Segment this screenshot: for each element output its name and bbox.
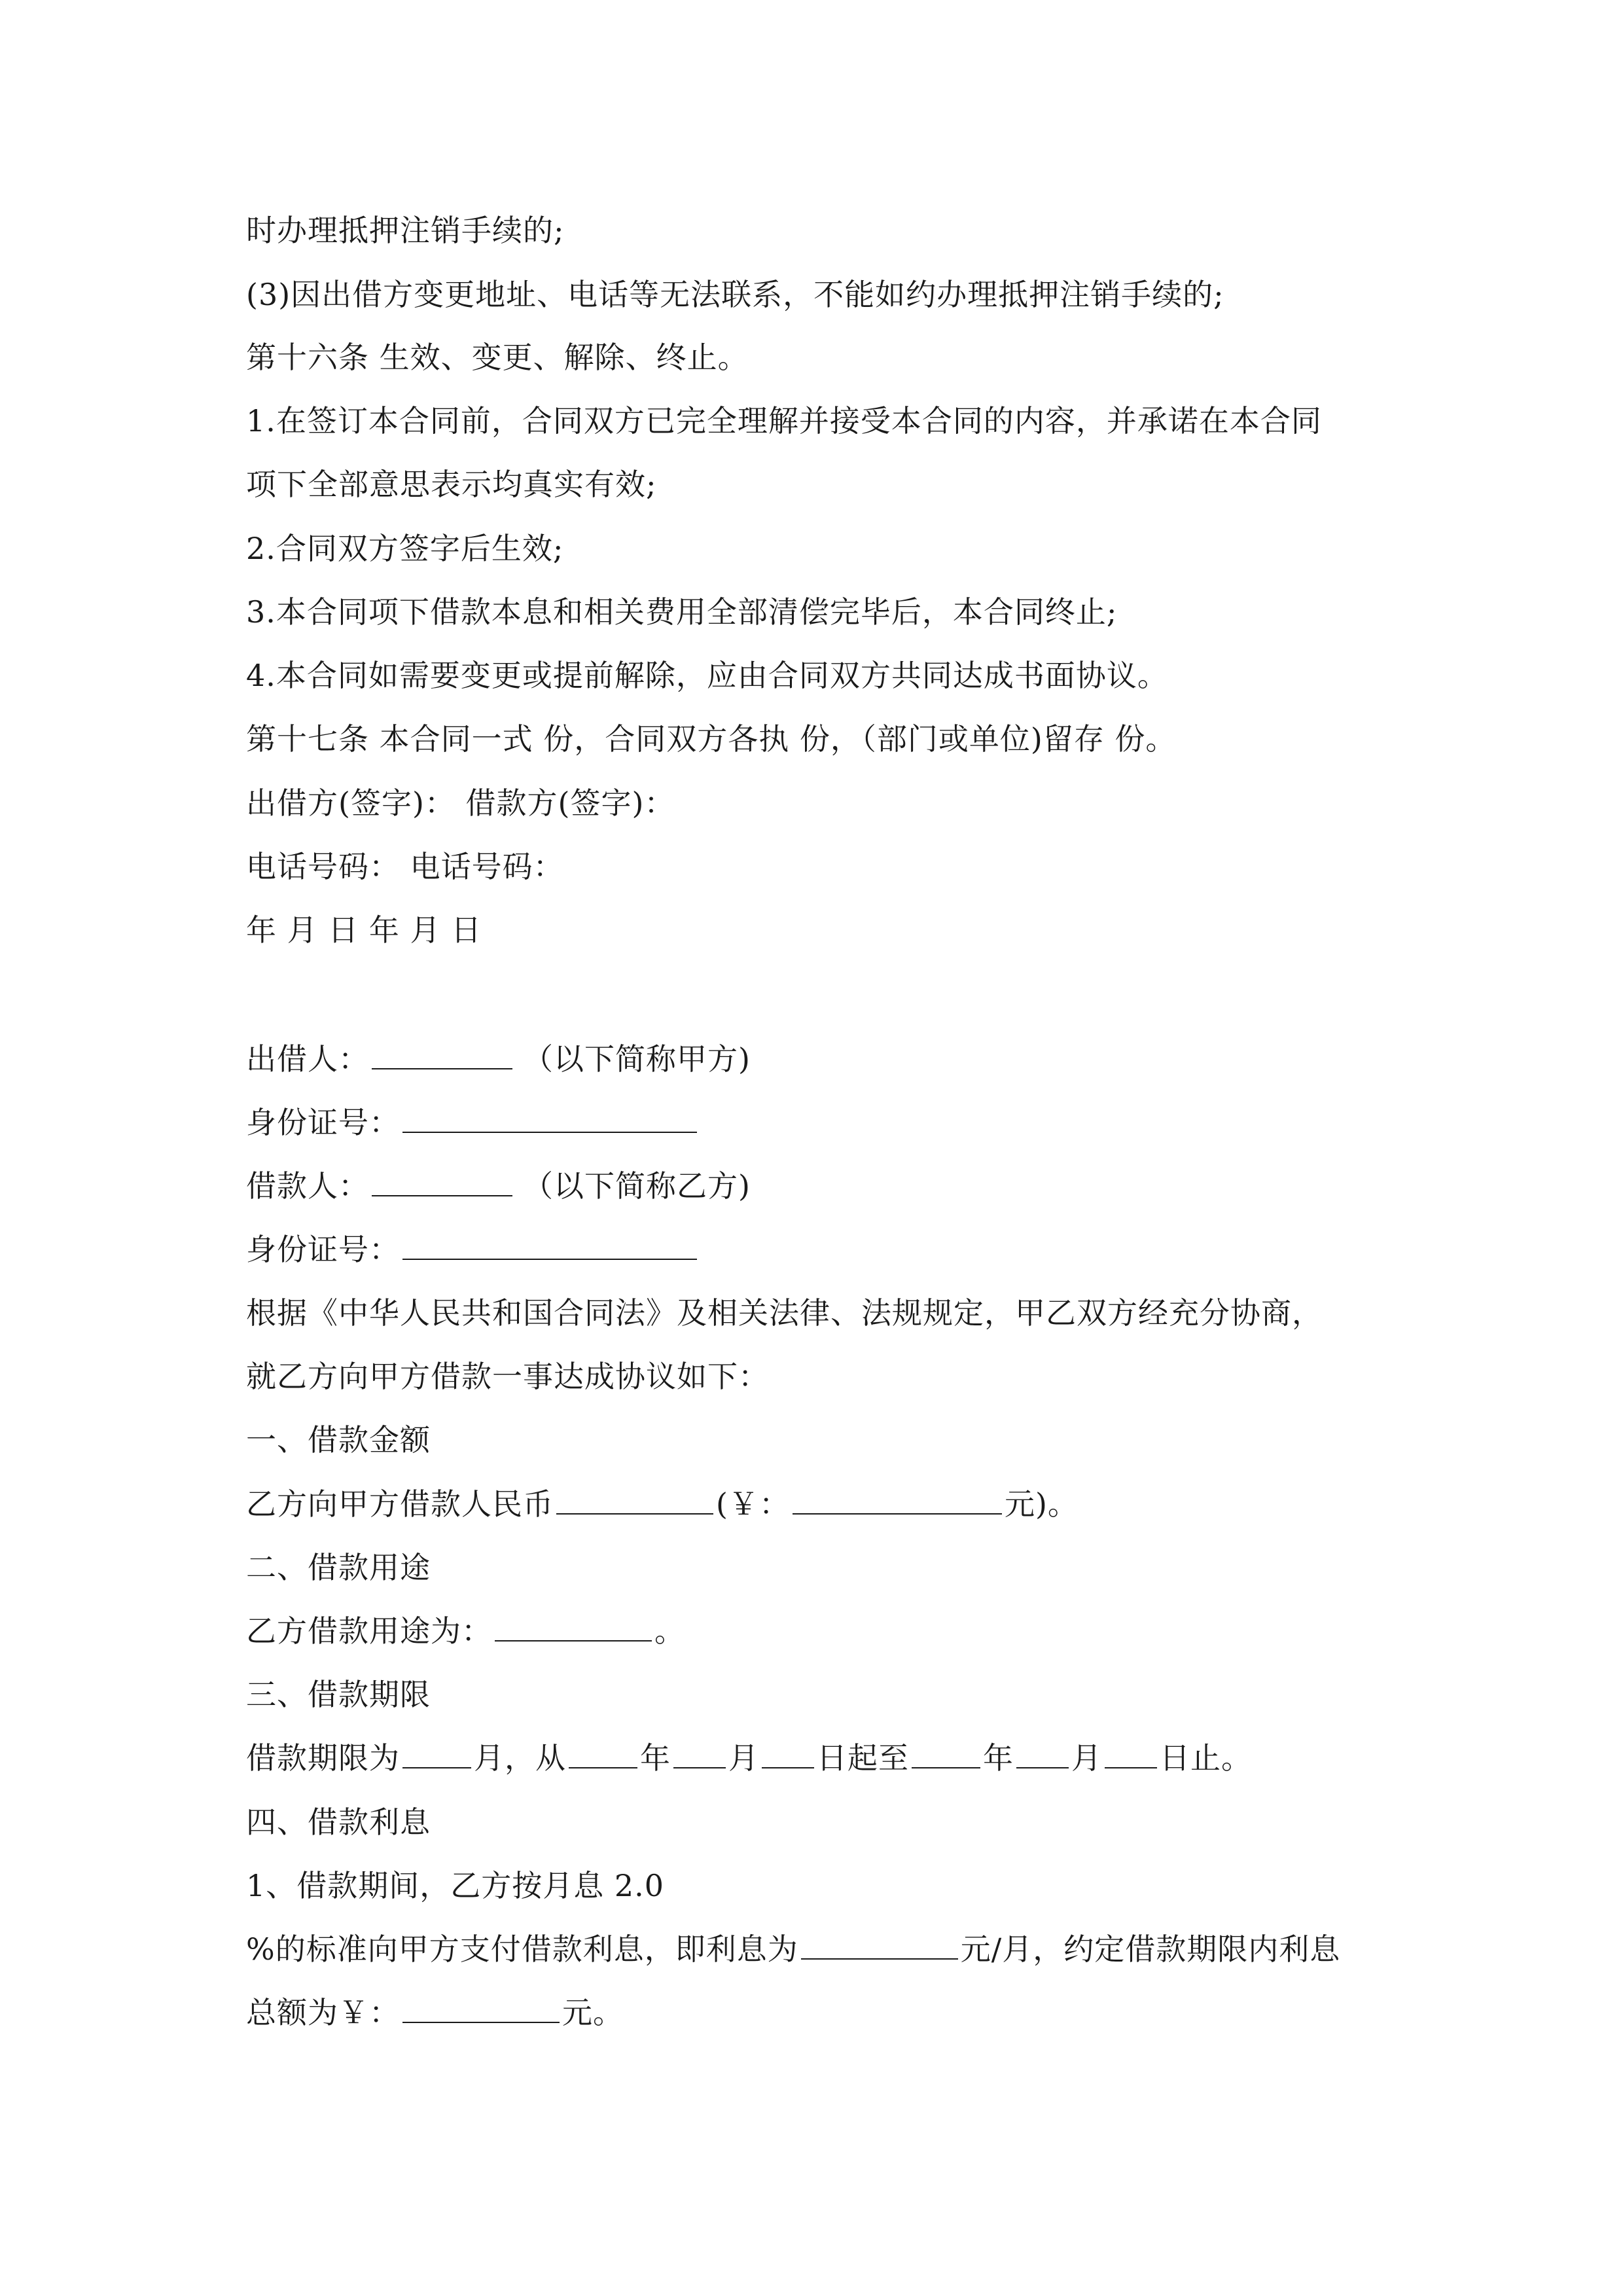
interest-total-text: 元。 [562, 1995, 624, 2030]
section-2-title: 二、借款用途 [246, 1550, 431, 1585]
loan-purpose-text: 乙方借款用途为： [246, 1613, 492, 1649]
lender-row [246, 1039, 1424, 1079]
section-3-title: 三、借款期限 [246, 1677, 431, 1712]
text-line: 1.在签订本合同前，合同双方已完全理解并接受本合同的内容，并承诺在本合同 [246, 403, 1322, 439]
term-months-field[interactable] [402, 1741, 471, 1768]
loan-term-text: 日起至 [817, 1740, 909, 1776]
loan-term-text: 月 [1071, 1740, 1102, 1776]
borrower-id-label: 身份证号： [246, 1232, 400, 1267]
article-17-heading: 第十七条 本合同一式 份，合同双方各执 份，（部门或单位)留存 份。 [246, 721, 1177, 757]
preamble-line: 根据《中华人民共和国合同法》及相关法律、法规规定，甲乙双方经充分协商， [246, 1295, 1323, 1331]
text-line: 2.合同双方签字后生效; [246, 531, 564, 566]
start-year-field[interactable] [569, 1741, 637, 1768]
section-1-title: 一、借款金额 [246, 1422, 431, 1458]
borrower-label: 借款人： [246, 1168, 369, 1204]
borrower-name-field[interactable] [372, 1169, 512, 1196]
lender-id-row [246, 1103, 1424, 1142]
loan-amount-text: (￥： [716, 1486, 790, 1522]
interest-total-text: 总额为￥： [246, 1995, 400, 2030]
date-line: 年 月 日 年 月 日 [246, 912, 482, 948]
loan-amount-text: 元)。 [1004, 1486, 1079, 1522]
article-16-heading: 第十六条 生效、变更、解除、终止。 [246, 340, 749, 375]
loan-purpose-row [246, 1611, 1424, 1651]
loan-term-text: 月，从 [474, 1740, 566, 1776]
total-interest-field[interactable] [402, 1996, 560, 2023]
borrower-suffix: （以下简称乙方) [523, 1168, 751, 1204]
end-year-field[interactable] [912, 1741, 980, 1768]
lender-suffix: （以下简称甲方) [523, 1041, 751, 1077]
loan-purpose-field[interactable] [495, 1614, 652, 1641]
lender-name-field[interactable] [372, 1042, 512, 1069]
interest-text: %的标准向甲方支付借款利息，即利息为 [246, 1931, 798, 1967]
signature-line: 出借方(签字)： 借款方(签字)： [246, 785, 675, 821]
text-line: 项下全部意思表示均真实有效; [246, 467, 657, 502]
interest-text: 元/月，约定借款期限内利息 [960, 1931, 1341, 1967]
text-line: 4.本合同如需要变更或提前解除，应由合同双方共同达成书面协议。 [246, 658, 1168, 693]
loan-amount-number-field[interactable] [793, 1487, 1002, 1515]
loan-term-text: 年 [640, 1740, 671, 1776]
phone-line: 电话号码： 电话号码： [246, 849, 564, 884]
start-month-field[interactable] [673, 1741, 726, 1768]
end-month-field[interactable] [1016, 1741, 1069, 1768]
lender-id-label: 身份证号： [246, 1105, 400, 1140]
borrower-id-row [246, 1230, 1424, 1269]
monthly-interest-field[interactable] [801, 1932, 958, 1960]
loan-amount-row [246, 1484, 1424, 1524]
text-line: 3.本合同项下借款本息和相关费用全部清偿完毕后，本合同终止; [246, 594, 1118, 630]
preamble-line: 就乙方向甲方借款一事达成协议如下： [246, 1359, 769, 1394]
loan-term-text: 日止。 [1160, 1740, 1252, 1776]
borrower-row [246, 1166, 1424, 1206]
lender-id-field[interactable] [402, 1105, 697, 1133]
loan-term-text: 借款期限为 [246, 1740, 400, 1776]
loan-amount-text: 乙方向甲方借款人民币 [246, 1486, 554, 1522]
interest-total-row [246, 1993, 1424, 2032]
start-day-field[interactable] [762, 1741, 814, 1768]
interest-rate-line: 1、借款期间，乙方按月息 2.0 [246, 1868, 665, 1903]
loan-amount-words-field[interactable] [556, 1487, 713, 1515]
loan-purpose-text: 。 [654, 1613, 685, 1649]
text-line: (3)因出借方变更地址、电话等无法联系，不能如约办理抵押注销手续的; [246, 277, 1224, 312]
lender-label: 出借人： [246, 1041, 369, 1077]
section-4-title: 四、借款利息 [246, 1804, 431, 1840]
loan-term-text: 月 [728, 1740, 759, 1776]
interest-row [246, 1929, 1424, 1969]
loan-term-text: 年 [983, 1740, 1014, 1776]
borrower-id-field[interactable] [402, 1232, 697, 1260]
loan-term-row [246, 1738, 1424, 1778]
end-day-field[interactable] [1105, 1741, 1157, 1768]
text-line: 时办理抵押注销手续的; [246, 213, 565, 248]
